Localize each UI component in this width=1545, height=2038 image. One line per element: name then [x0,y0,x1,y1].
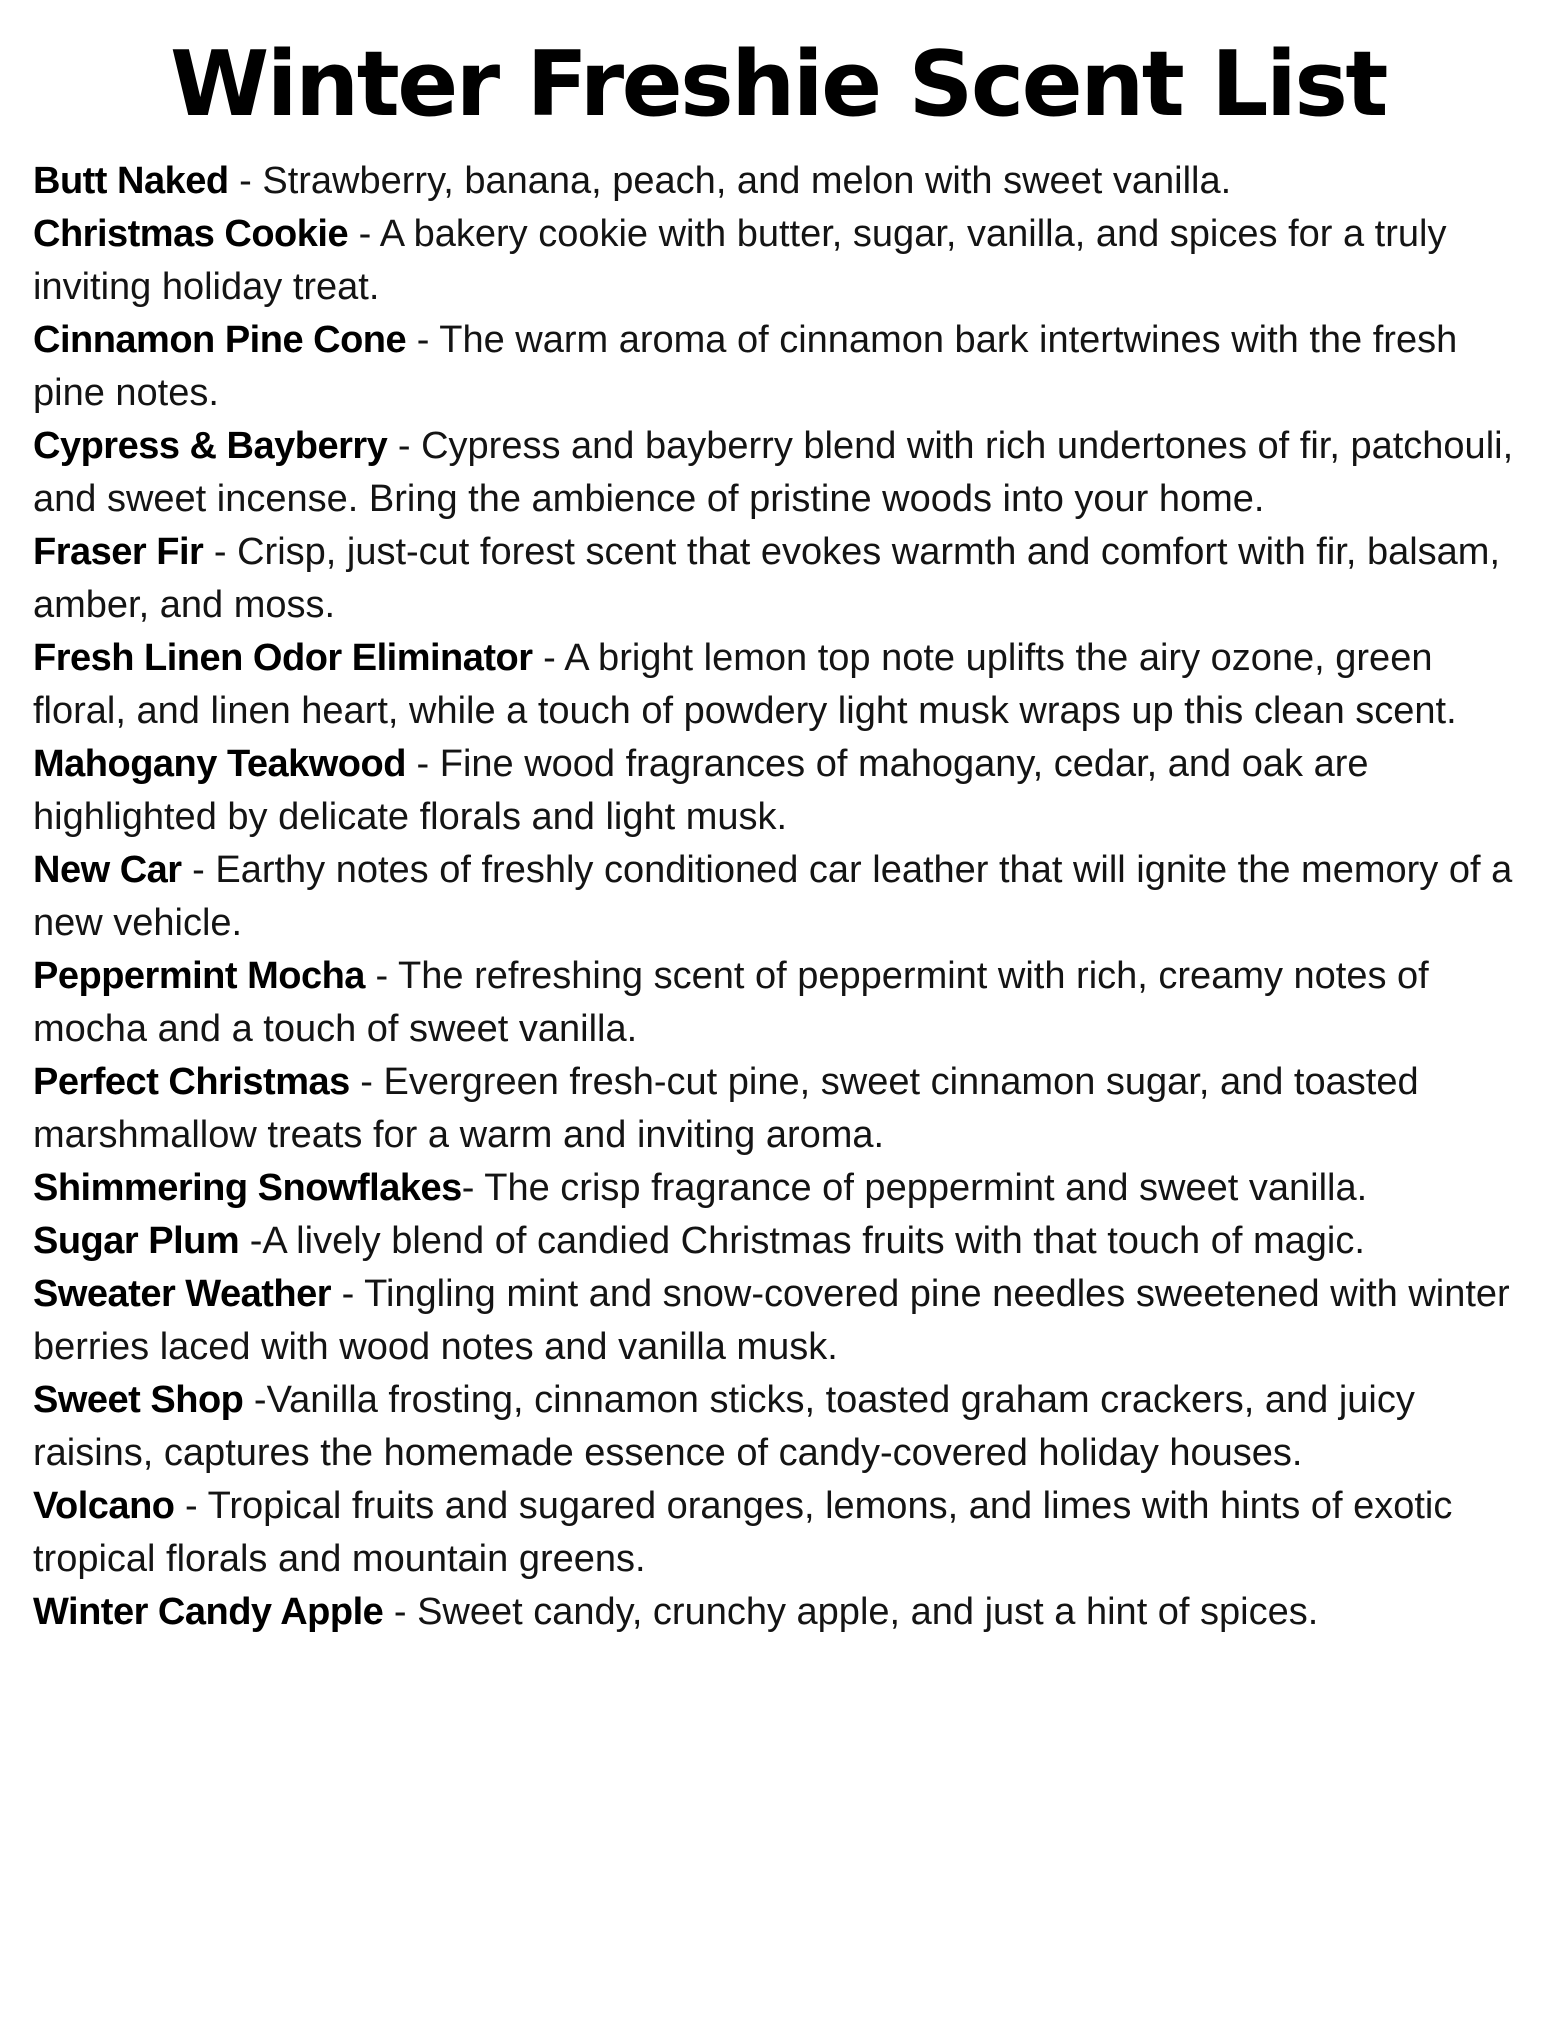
scent-separator: - [203,530,238,573]
scent-name: New Car [33,848,182,891]
scent-description: The refreshing scent of peppermint with rich, creamy notes of mocha and a touch of sweet vanilla. [33,954,1429,1050]
scent-separator: - [405,742,440,785]
scent-name: Shimmering Snowflakes [33,1166,462,1209]
scent-entry [33,1586,1523,1639]
scent-entry [33,155,1523,208]
scent-separator: - [331,1272,365,1315]
scent-separator: - [349,1060,384,1103]
scent-name: Volcano [33,1484,175,1527]
scent-name: Cypress & Bayberry [33,424,388,467]
scent-description: Sweet candy, crunchy apple, and just a hint of spices. [417,1590,1319,1633]
scent-description: Earthy notes of freshly conditioned car leather that will ignite the memory of a new vehicle. [33,848,1513,944]
scent-name: Mahogany Teakwood [33,742,406,785]
scent-description: The warm aroma of cinnamon bark intertwines with the fresh pine notes. [33,318,1458,414]
scent-name: Perfect Christmas [33,1060,350,1103]
scent-separator: - [243,1378,267,1421]
scent-separator: - [348,212,380,255]
scent-entry [33,1215,1523,1268]
scent-name: Sweet Shop [33,1378,244,1421]
scent-description: Tingling mint and snow-covered pine needles sweetened with winter berries laced with wood notes and vanilla musk. [33,1272,1510,1368]
scent-name: Sweater Weather [33,1272,332,1315]
scent-name: Cinnamon Pine Cone [33,318,407,361]
scent-name: Butt Naked [33,159,229,202]
scent-separator: - [532,636,565,679]
scent-separator: - [364,954,399,997]
document-page [0,32,1545,2038]
scent-entry [33,1480,1523,1586]
page-title: Winter Freshie Scent List [170,32,1386,137]
scent-description: Fine wood fragrances of mahogany, cedar, and oak are highlighted by delicate florals and light musk. [33,742,1369,838]
scent-description: A bright lemon top note uplifts the airy ozone, green floral, and linen heart, while a touch of powdery light musk wraps up this clean scent. [33,636,1457,732]
scent-separator: - [387,424,422,467]
scent-entry [33,420,1523,526]
scent-description: A lively blend of candied Christmas fruits with that touch of magic. [262,1219,1365,1262]
scent-description: Tropical fruits and sugared oranges, lemons, and limes with hints of exotic tropical florals and mountain greens. [33,1484,1453,1580]
scent-entry [33,632,1523,738]
scent-entry [33,314,1523,420]
scent-entry [33,950,1523,1056]
scent-name: Christmas Cookie [33,212,349,255]
scent-separator: - [181,848,216,891]
scent-entry [33,1374,1523,1480]
scent-entry [33,738,1523,844]
scent-name: Fraser Fir [33,530,204,573]
scent-entry [33,844,1523,950]
scent-separator: - [461,1166,485,1209]
scent-entry [33,1056,1523,1162]
scent-description: Cypress and bayberry blend with rich undertones of fir, patchouli, and sweet incense. Bring the ambience of pristine woods into your home. [33,424,1514,520]
scent-entry [33,208,1523,314]
scent-separator: - [228,159,263,202]
scent-separator: - [239,1219,263,1262]
scent-name: Winter Candy Apple [33,1590,384,1633]
scent-entry [33,1268,1523,1374]
scent-description: The crisp fragrance of peppermint and sweet vanilla. [484,1166,1368,1209]
scent-description: Evergreen fresh-cut pine, sweet cinnamon sugar, and toasted marshmallow treats for a warm and inviting aroma. [33,1060,1419,1156]
scent-description: Vanilla frosting, cinnamon sticks, toasted graham crackers, and juicy raisins, captures the homemade essence of candy-covered holiday houses. [33,1378,1415,1474]
scent-description: Strawberry, banana, peach, and melon with sweet vanilla. [262,159,1232,202]
scent-name: Fresh Linen Odor Eliminator [33,636,533,679]
scent-list [33,155,1523,1639]
scent-separator: - [174,1484,208,1527]
scent-entry [33,1162,1523,1215]
scent-name: Sugar Plum [33,1219,240,1262]
scent-description: Crisp, just-cut forest scent that evokes warmth and comfort with fir, balsam, amber, and moss. [33,530,1500,626]
scent-entry [33,526,1523,632]
scent-description: A bakery cookie with butter, sugar, vanilla, and spices for a truly inviting holiday treat. [33,212,1447,308]
scent-separator: - [383,1590,418,1633]
scent-separator: - [406,318,440,361]
scent-name: Peppermint Mocha [33,954,365,997]
